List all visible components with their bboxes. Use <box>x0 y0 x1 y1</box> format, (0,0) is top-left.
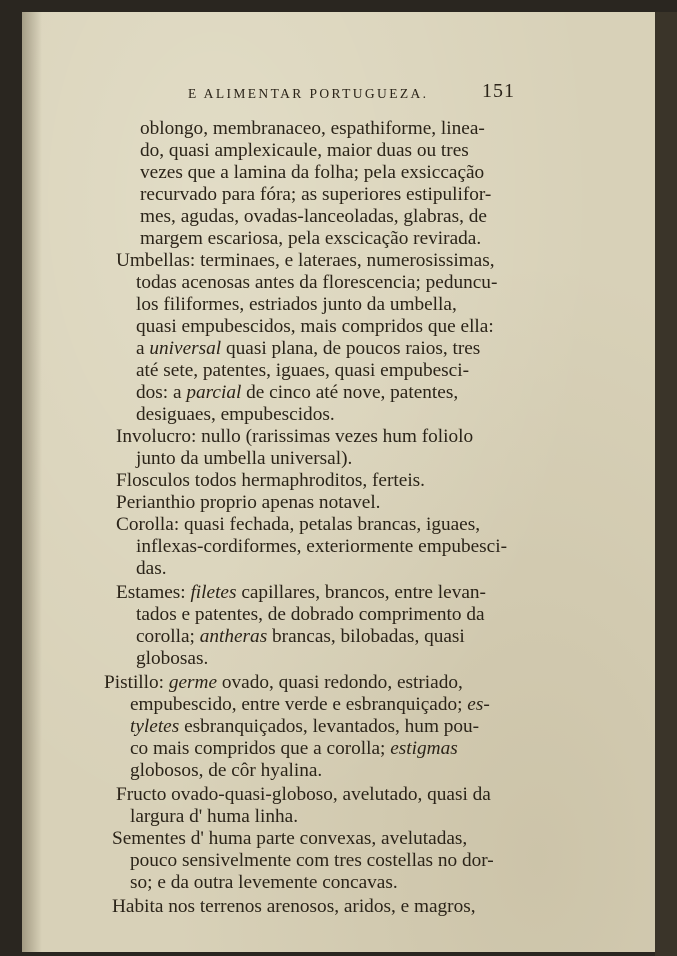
text-line: los filiformes, estriados junto da umbella, <box>136 294 457 315</box>
text-line: Flosculos todos hermaphroditos, ferteis. <box>116 470 425 491</box>
italic-term: antheras <box>199 626 268 647</box>
text-line: quasi empubescidos, mais compridos que ella: <box>136 316 494 337</box>
text-line: Perianthio proprio apenas notavel. <box>116 492 381 513</box>
text-line: inflexas-cordiformes, exteriormente empubesci- <box>136 536 508 557</box>
italic-term: universal <box>149 338 222 359</box>
text-line: globosas. <box>136 648 209 669</box>
text-line: das. <box>136 558 167 579</box>
page-edge <box>655 12 677 956</box>
text-line: largura d' huma linha. <box>130 806 299 827</box>
text-line: até sete, patentes, iguaes, quasi empubesci- <box>136 360 470 381</box>
text-line: pouco sensivelmente com tres costellas no dor- <box>130 850 494 871</box>
text-line: margem escariosa, pela exscicação revirada. <box>140 228 482 249</box>
page-gutter-shadow <box>22 12 42 952</box>
text-line: Umbellas: terminaes, e lateraes, numerosissimas, <box>116 250 495 271</box>
text-line: co mais compridos que a corolla; estigmas <box>130 738 458 759</box>
text-line: tyletes esbranquiçados, levantados, hum pou- <box>130 716 480 737</box>
italic-term: parcial <box>186 382 242 403</box>
italic-term: estigmas <box>390 738 458 759</box>
text-line: vezes que a lamina da folha; pela exsiccação <box>140 162 485 183</box>
text-line: a universal quasi plana, de poucos raios, tres <box>136 338 481 359</box>
text-line: so; e da outra levemente concavas. <box>130 872 398 893</box>
text-line: oblongo, membranaceo, espathiforme, linea- <box>140 118 485 139</box>
text-line: dos: a parcial de cinco até nove, patentes, <box>136 382 459 403</box>
italic-term: es- <box>467 694 490 715</box>
text-line: tados e patentes, de dobrado comprimento da <box>136 604 485 625</box>
text-line: junto da umbella universal). <box>136 448 353 469</box>
text-line: Habita nos terrenos arenosos, aridos, e magros, <box>112 896 476 917</box>
text-line: Involucro: nullo (rarissimas vezes hum foliolo <box>116 426 474 447</box>
text-line: Fructo ovado-quasi-globoso, avelutado, quasi da <box>116 784 491 805</box>
running-head: E ALIMENTAR PORTUGUEZA. <box>188 86 429 101</box>
text-line: todas acenosas antes da florescencia; peduncu- <box>136 272 498 293</box>
text-line: globosos, de côr hyalina. <box>130 760 323 781</box>
text-line: empubescido, entre verde e esbranquiçado; es- <box>130 694 490 715</box>
text-line: Estames: filetes capillares, brancos, entre levan- <box>116 582 486 603</box>
italic-term: tyletes <box>130 716 180 737</box>
text-line: corolla; antheras brancas, bilobadas, quasi <box>136 626 465 647</box>
page-number: 151 <box>482 80 515 102</box>
text-line: recurvado para fóra; as superiores estipulifor- <box>140 184 492 205</box>
italic-term: germe <box>168 672 218 693</box>
text-line: Corolla: quasi fechada, petalas brancas, iguaes, <box>116 514 481 535</box>
text-line: do, quasi amplexicaule, maior duas ou tres <box>140 140 469 161</box>
text-line: Sementes d' huma parte convexas, avelutadas, <box>112 828 468 849</box>
text-line: Pistillo: germe ovado, quasi redondo, estriado, <box>104 672 463 693</box>
text-line: desiguaes, empubescidos. <box>136 404 335 425</box>
italic-term: filetes <box>190 582 237 603</box>
text-line: mes, agudas, ovadas-lanceoladas, glabras, de <box>140 206 487 227</box>
